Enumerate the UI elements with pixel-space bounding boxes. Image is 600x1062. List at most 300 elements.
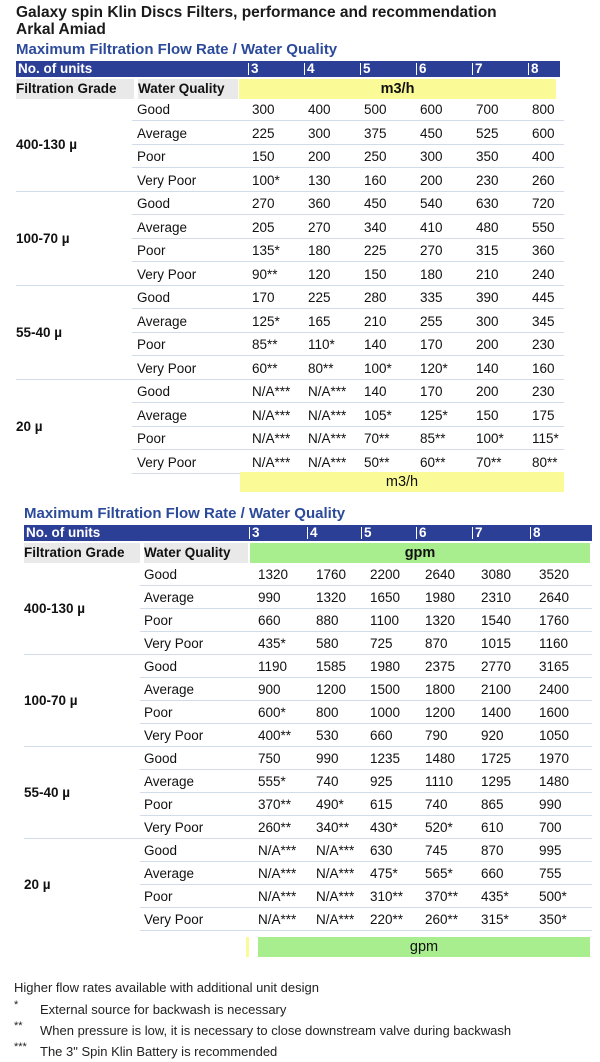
flow-rate-cell: N/A***: [316, 843, 355, 858]
column-divider: [248, 63, 249, 75]
flow-rate-cell: 125*: [252, 313, 280, 329]
table-title: Maximum Filtration Flow Rate / Water Quality: [24, 505, 346, 522]
flow-rate-cell: 2640: [539, 590, 570, 605]
flow-rate-cell: 70**: [476, 454, 502, 470]
flow-rate-cell: 790: [425, 728, 448, 743]
yellow-marker: [246, 937, 249, 957]
flow-rate-cell: 1235: [370, 751, 401, 766]
filtration-grade-label: Filtration Grade: [24, 543, 140, 563]
flow-rate-cell: 990: [316, 751, 339, 766]
flow-rate-cell: 315: [476, 243, 499, 258]
flow-rate-cell: 2640: [425, 567, 456, 582]
flow-rate-cell: 660: [258, 613, 281, 628]
flow-rate-cell: 200: [476, 384, 499, 399]
unit-number: 3: [252, 525, 260, 540]
footnote: [14, 1020, 594, 1041]
flow-rate-cell: 270: [252, 196, 275, 211]
flow-rate-cell: 1980: [370, 659, 401, 674]
flow-rate-cell: 260**: [258, 820, 292, 835]
unit-number: 7: [475, 525, 483, 540]
flow-rate-cell: 270: [420, 243, 443, 258]
flow-rate-cell: 100*: [364, 360, 392, 376]
flow-rate-cell: 165: [308, 313, 331, 329]
flow-rate-cell: 1200: [425, 705, 456, 720]
flow-rate-cell: 600: [532, 125, 555, 141]
flow-rate-cell: N/A***: [308, 407, 347, 423]
flow-rate-cell: 340**: [316, 820, 350, 835]
flow-rate-cell: 300: [252, 102, 275, 117]
flow-rate-cell: 740: [316, 774, 339, 789]
flow-rate-cell: 150: [476, 407, 499, 423]
water-quality: Good: [137, 384, 171, 399]
units-header-bar: [24, 525, 592, 541]
filtration-grade: 20 µ: [16, 419, 43, 434]
water-quality: Average: [137, 125, 188, 141]
column-header-row: [0, 79, 600, 99]
water-quality: Average: [137, 407, 188, 423]
column-header-row: [0, 543, 600, 563]
water-quality: Poor: [137, 243, 166, 258]
flow-rate-cell: 720: [532, 196, 555, 211]
flow-rate-cell: 225: [252, 125, 275, 141]
flow-rate-cell: 800: [316, 705, 339, 720]
filtration-grade: 100-70 µ: [16, 231, 70, 246]
document-title: Galaxy spin Klin Discs Filters, performance and recommendation: [16, 4, 497, 21]
flow-rate-cell: 490*: [316, 797, 344, 812]
flow-rate-cell: 410: [420, 219, 443, 235]
water-quality: Good: [137, 290, 171, 305]
flow-rate-cell: 120*: [420, 360, 448, 376]
flow-rate-cell: N/A***: [258, 912, 297, 927]
water-quality: Poor: [144, 797, 173, 812]
column-divider: [304, 63, 305, 75]
flow-rate-cell: 700: [476, 102, 499, 117]
column-divider: [472, 527, 473, 539]
flow-rate-cell: 100*: [476, 431, 504, 446]
flow-rate-cell: N/A***: [252, 384, 291, 399]
flow-rate-cell: 1970: [539, 751, 570, 766]
flow-rate-cell: 300: [420, 149, 443, 164]
flow-rate-cell: 615: [370, 797, 393, 812]
flow-rate-cell: N/A***: [316, 866, 355, 881]
water-quality: Poor: [137, 149, 166, 164]
table-row: [0, 793, 600, 816]
notes-intro: Higher flow rates available with additional unit design: [14, 980, 319, 995]
water-quality: Average: [137, 219, 188, 235]
filtration-grade: 400-130 µ: [24, 601, 86, 616]
flow-rate-cell: 225: [308, 290, 331, 305]
flow-rate-cell: 350: [476, 149, 499, 164]
footnote-marker: ***: [14, 1041, 27, 1053]
flow-rate-cell: 530: [316, 728, 339, 743]
footnote: [14, 999, 594, 1020]
water-quality: Very Poor: [137, 360, 197, 376]
water-quality: Good: [144, 751, 178, 766]
flow-rate-cell: 445: [532, 290, 555, 305]
table-row: [0, 816, 600, 839]
flow-rate-cell: 170: [420, 384, 443, 399]
flow-rate-cell: 450: [420, 125, 443, 141]
flow-rate-cell: 1800: [425, 682, 456, 697]
flow-rate-cell: 1160: [539, 636, 569, 651]
column-divider: [416, 63, 417, 75]
flow-rate-cell: 900: [258, 682, 281, 697]
flow-rate-cell: 225: [364, 243, 387, 258]
flow-rate-cell: 60**: [420, 454, 446, 470]
flow-rate-cell: 110*: [308, 337, 335, 352]
flow-rate-cell: 350*: [539, 912, 567, 927]
table-row: [0, 145, 600, 168]
flow-rate-cell: 340: [364, 219, 387, 235]
flow-rate-cell: 2100: [481, 682, 512, 697]
column-divider: [530, 527, 531, 539]
filtration-grade: 20 µ: [24, 877, 51, 892]
flow-rate-cell: 1320: [258, 567, 289, 582]
flow-rate-cell: 1110: [425, 774, 454, 789]
flow-rate-cell: 1480: [425, 751, 456, 766]
flow-rate-cell: 1200: [316, 682, 347, 697]
flow-rate-cell: 800: [532, 102, 555, 117]
water-quality: Very Poor: [137, 172, 197, 188]
flow-rate-cell: 125*: [420, 407, 448, 423]
flow-rate-cell: 400: [532, 149, 555, 164]
table-row: [0, 770, 600, 793]
flow-rate-cell: 70**: [364, 431, 390, 446]
unit-number: 7: [475, 61, 483, 76]
water-quality-label: Water Quality: [144, 543, 248, 563]
flow-rate-cell: 3520: [539, 567, 570, 582]
flow-rate-cell: 370**: [258, 797, 292, 812]
flow-rate-cell: 740: [425, 797, 448, 812]
flow-rate-cell: 150: [252, 149, 275, 164]
flow-rate-cell: 1980: [425, 590, 456, 605]
flow-rate-cell: 2400: [539, 682, 570, 697]
water-quality: Very Poor: [144, 912, 204, 927]
table-row: [0, 908, 600, 931]
flow-rate-cell: 160: [532, 360, 555, 376]
flow-rate-cell: 80**: [308, 360, 334, 376]
unit-number: 8: [531, 61, 539, 76]
flow-rate-cell: 1585: [316, 659, 347, 674]
flow-rate-cell: 260: [532, 172, 555, 188]
table-row: [0, 609, 600, 632]
water-quality: Very Poor: [144, 636, 204, 651]
water-quality: Poor: [137, 337, 166, 352]
filtration-grade-label: Filtration Grade: [16, 79, 134, 99]
flow-rate-cell: 920: [481, 728, 504, 743]
units-label: No. of units: [18, 61, 93, 76]
table-row: [0, 678, 600, 701]
column-divider: [472, 63, 473, 75]
flow-rate-cell: N/A***: [258, 866, 297, 881]
flow-rate-cell: 1320: [425, 613, 456, 628]
flow-rate-cell: 1100: [370, 613, 400, 628]
flow-rate-cell: 115*: [532, 431, 559, 446]
unit-number: 8: [533, 525, 541, 540]
flow-rate-cell: 200: [476, 337, 499, 352]
flow-rate-cell: 430*: [370, 820, 398, 835]
flow-rate-cell: 745: [425, 843, 448, 858]
flow-rate-cell: 230: [532, 337, 555, 352]
flow-rate-cell: 435*: [258, 636, 286, 651]
flow-rate-cell: 375: [364, 125, 387, 141]
footnote-marker: *: [14, 999, 19, 1011]
flow-rate-cell: 400: [308, 102, 331, 117]
water-quality: Poor: [144, 613, 173, 628]
flow-rate-cell: 750: [258, 751, 281, 766]
flow-rate-cell: 120: [308, 266, 331, 282]
flow-rate-cell: 3165: [539, 659, 570, 674]
flow-rate-cell: 270: [308, 219, 331, 235]
flow-rate-cell: 610: [481, 820, 504, 835]
flow-rate-cell: 210: [476, 266, 499, 282]
flow-rate-cell: 500*: [539, 889, 567, 904]
flow-rate-cell: 80**: [532, 454, 558, 470]
flow-rate-cell: 755: [539, 866, 562, 881]
flow-rate-cell: 160: [364, 172, 387, 188]
flow-rate-cell: N/A***: [308, 454, 347, 470]
table-row: [0, 862, 600, 885]
flow-rate-cell: N/A***: [258, 889, 297, 904]
flow-rate-cell: 210: [364, 313, 387, 329]
table-title: Maximum Filtration Flow Rate / Water Quality: [16, 41, 338, 58]
filtration-grade: 55-40 µ: [16, 325, 63, 340]
table-row: [0, 451, 600, 474]
water-quality: Average: [144, 590, 195, 605]
flow-rate-cell: 525: [476, 125, 499, 141]
flow-rate-cell: 400**: [258, 728, 292, 743]
flow-rate-cell: N/A***: [308, 431, 347, 446]
flow-rate-cell: 555*: [258, 774, 286, 789]
water-quality: Very Poor: [144, 728, 204, 743]
flow-rate-cell: 1015: [481, 636, 512, 651]
table-row: [0, 655, 600, 678]
unit-label-top: gpm: [250, 543, 590, 563]
flow-rate-cell: N/A***: [258, 843, 297, 858]
flow-rate-cell: 435*: [481, 889, 509, 904]
flow-rate-cell: 260**: [425, 912, 459, 927]
water-quality: Very Poor: [144, 820, 204, 835]
table-row: [0, 747, 600, 770]
flow-rate-cell: 990: [258, 590, 281, 605]
table-row: [0, 98, 600, 121]
footnote: [14, 1041, 594, 1062]
flow-rate-cell: N/A***: [316, 912, 355, 927]
flow-rate-cell: N/A***: [316, 889, 355, 904]
flow-rate-cell: 1650: [370, 590, 401, 605]
table-row: [0, 122, 600, 145]
flow-rate-cell: 1400: [481, 705, 512, 720]
flow-rate-cell: 2310: [481, 590, 512, 605]
flow-rate-cell: 230: [476, 172, 499, 188]
water-quality: Good: [137, 102, 171, 117]
flow-rate-cell: 180: [420, 266, 443, 282]
flow-rate-cell: 140: [364, 337, 387, 352]
flow-rate-cell: 90**: [252, 266, 278, 282]
table-row: [0, 427, 600, 450]
flow-rate-cell: 1190: [258, 659, 288, 674]
flow-rate-cell: 1000: [370, 705, 401, 720]
table-row: [0, 192, 600, 215]
flow-rate-cell: 1760: [539, 613, 570, 628]
water-quality: Poor: [144, 889, 173, 904]
flow-rate-cell: 660: [370, 728, 393, 743]
flow-rate-cell: 450: [364, 196, 387, 211]
table-row: [0, 239, 600, 262]
flow-rate-cell: 1295: [481, 774, 512, 789]
table-row: [0, 632, 600, 655]
flow-rate-cell: 995: [539, 843, 562, 858]
flow-rate-cell: 85**: [252, 337, 278, 352]
column-divider: [528, 63, 529, 75]
flow-rate-cell: N/A***: [308, 384, 347, 399]
water-quality: Good: [144, 567, 178, 582]
water-quality: Average: [144, 774, 195, 789]
flow-rate-cell: 200: [420, 172, 443, 188]
water-quality: Good: [137, 196, 171, 211]
flow-rate-cell: 1725: [481, 751, 512, 766]
flow-rate-cell: 870: [425, 636, 448, 651]
flow-rate-cell: 140: [476, 360, 499, 376]
unit-number: 4: [307, 61, 315, 76]
flow-rate-cell: 600: [420, 102, 443, 117]
flow-rate-cell: 220**: [370, 912, 404, 927]
flow-rate-cell: 500: [364, 102, 387, 117]
flow-rate-cell: 1540: [481, 613, 512, 628]
flow-rate-cell: 880: [316, 613, 339, 628]
water-quality: Good: [144, 659, 178, 674]
flow-rate-cell: 315*: [481, 912, 509, 927]
flow-rate-cell: 2770: [481, 659, 512, 674]
water-quality: Very Poor: [137, 266, 197, 282]
flow-rate-cell: 600*: [258, 705, 286, 720]
row-divider: [140, 930, 592, 931]
table-row: [0, 169, 600, 192]
water-quality: Average: [137, 313, 188, 329]
flow-rate-cell: 390: [476, 290, 499, 305]
flow-rate-cell: 60**: [252, 360, 278, 376]
table-row: [0, 839, 600, 862]
water-quality: Average: [144, 682, 195, 697]
flow-rate-cell: 1600: [539, 705, 570, 720]
flow-rate-cell: 135*: [252, 243, 280, 258]
unit-number: 6: [419, 61, 427, 76]
table-row: [0, 701, 600, 724]
unit-label-bottom: gpm: [258, 937, 590, 957]
flow-rate-cell: 100*: [252, 172, 280, 188]
flow-rate-cell: 255: [420, 313, 443, 329]
flow-rate-cell: 105*: [364, 407, 392, 423]
table-row: [0, 263, 600, 286]
flow-rate-cell: 475*: [370, 866, 398, 881]
flow-rate-cell: N/A***: [252, 407, 291, 423]
flow-rate-cell: 480: [476, 219, 499, 235]
water-quality: Very Poor: [137, 454, 197, 470]
flow-rate-cell: 250: [364, 149, 387, 164]
column-divider: [360, 63, 361, 75]
filtration-grade: 400-130 µ: [16, 137, 78, 152]
table-row: [0, 216, 600, 239]
flow-rate-cell: 140: [364, 384, 387, 399]
table-row: [0, 563, 600, 586]
flow-rate-cell: 360: [308, 196, 331, 211]
table-row: [0, 357, 600, 380]
flow-rate-cell: 1480: [539, 774, 570, 789]
flow-rate-cell: 725: [370, 636, 393, 651]
flow-rate-cell: 580: [316, 636, 339, 651]
flow-rate-cell: 700: [539, 820, 562, 835]
column-divider: [249, 527, 250, 539]
unit-label-bottom: m3/h: [240, 472, 564, 492]
flow-rate-cell: 130: [308, 172, 331, 188]
flow-rate-cell: 230: [532, 384, 555, 399]
flow-rate-cell: 280: [364, 290, 387, 305]
filtration-grade: 100-70 µ: [24, 693, 78, 708]
footnote-text: When pressure is low, it is necessary to close downstream valve during backwash: [40, 1023, 512, 1038]
flow-rate-cell: 175: [532, 407, 555, 423]
table-row: [0, 310, 600, 333]
flow-rate-cell: 370**: [425, 889, 459, 904]
flow-rate-cell: 2200: [370, 567, 401, 582]
flow-rate-cell: N/A***: [252, 431, 291, 446]
flow-rate-cell: 170: [420, 337, 443, 352]
flow-rate-cell: 660: [481, 866, 504, 881]
unit-label-top: m3/h: [239, 79, 556, 99]
water-quality: Poor: [137, 431, 166, 446]
unit-number: 4: [310, 525, 318, 540]
column-divider: [307, 527, 308, 539]
flow-rate-cell: 925: [370, 774, 393, 789]
flow-rate-cell: N/A***: [252, 454, 291, 470]
water-quality: Average: [144, 866, 195, 881]
table-row: [0, 404, 600, 427]
flow-rate-cell: 345: [532, 313, 555, 329]
water-quality: Good: [144, 843, 178, 858]
table-row: [0, 586, 600, 609]
unit-number: 3: [251, 61, 259, 76]
flow-rate-cell: 550: [532, 219, 555, 235]
flow-rate-cell: 520*: [425, 820, 453, 835]
flow-rate-cell: 300: [476, 313, 499, 329]
document-subtitle: Arkal Amiad: [16, 21, 106, 38]
flow-rate-cell: 310**: [370, 889, 404, 904]
unit-number: 5: [363, 61, 371, 76]
unit-number: 5: [364, 525, 372, 540]
column-divider: [416, 527, 417, 539]
flow-rate-cell: 205: [252, 219, 275, 235]
flow-rate-cell: 150: [364, 266, 387, 282]
flow-rate-cell: 335: [420, 290, 443, 305]
flow-rate-cell: 870: [481, 843, 504, 858]
table-row: [0, 380, 600, 403]
flow-rate-cell: 360: [532, 243, 555, 258]
flow-rate-cell: 630: [370, 843, 393, 858]
footnote-marker: **: [14, 1020, 23, 1032]
table-row: [0, 724, 600, 747]
flow-rate-cell: 240: [532, 266, 555, 282]
flow-rate-cell: 2375: [425, 659, 456, 674]
units-header-bar: [16, 61, 560, 77]
flow-rate-cell: 180: [308, 243, 331, 258]
filtration-grade: 55-40 µ: [24, 785, 71, 800]
flow-rate-cell: 300: [308, 125, 331, 141]
water-quality: Poor: [144, 705, 173, 720]
flow-rate-cell: 1050: [539, 728, 570, 743]
flow-rate-cell: 630: [476, 196, 499, 211]
flow-rate-cell: 565*: [425, 866, 453, 881]
table-row: [0, 286, 600, 309]
flow-rate-cell: 200: [308, 149, 331, 164]
